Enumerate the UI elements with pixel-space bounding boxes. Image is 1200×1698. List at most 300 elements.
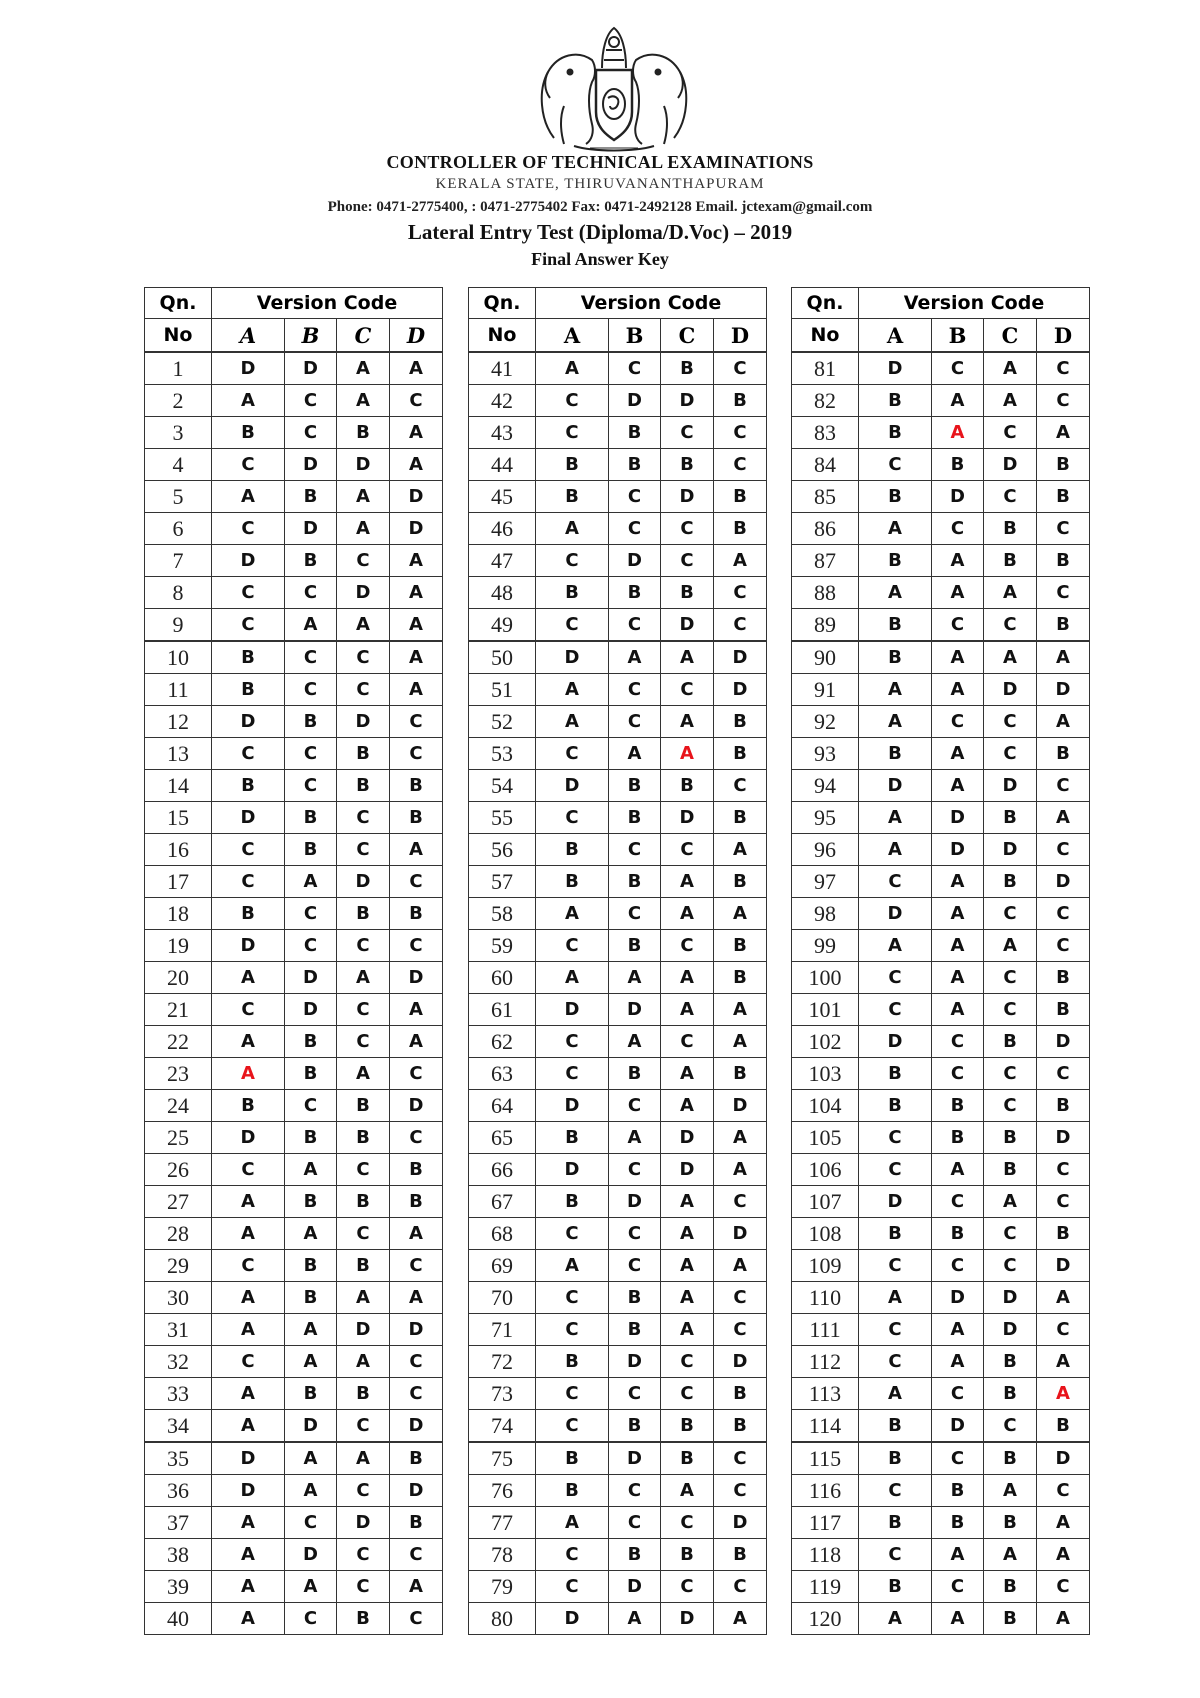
table-row xyxy=(792,1122,1090,1154)
question-number: 63 xyxy=(469,1058,536,1090)
answer-cell: A xyxy=(1037,1378,1090,1410)
question-number: 20 xyxy=(145,962,212,994)
question-number: 47 xyxy=(469,545,536,577)
answer-cell: C xyxy=(212,834,285,866)
answer-cell: A xyxy=(661,994,714,1026)
table-row xyxy=(469,1314,767,1346)
answer-cell: D xyxy=(714,641,767,674)
question-number: 100 xyxy=(792,962,859,994)
version-code-header: Version Code xyxy=(859,288,1090,319)
table-row xyxy=(792,449,1090,481)
table-row xyxy=(145,513,443,545)
table-row xyxy=(145,898,443,930)
answer-cell: B xyxy=(1037,481,1090,513)
question-number: 2 xyxy=(145,385,212,417)
answer-cell: C xyxy=(390,866,443,898)
version-code-header: Version Code xyxy=(212,288,443,319)
answer-cell: A xyxy=(390,609,443,642)
answer-cell: D xyxy=(337,1507,390,1539)
answer-cell: C xyxy=(859,1250,932,1282)
answer-key-title: Final Answer Key xyxy=(531,249,669,269)
answer-cell: B xyxy=(337,898,390,930)
answer-cell: C xyxy=(859,1475,932,1507)
answer-cell: C xyxy=(1037,1475,1090,1507)
answer-cell: C xyxy=(932,1378,984,1410)
answer-cell: A xyxy=(932,1314,984,1346)
answer-cell: D xyxy=(390,1090,443,1122)
answer-cell: C xyxy=(984,898,1037,930)
answer-cell: A xyxy=(661,866,714,898)
answer-cell: D xyxy=(1037,1442,1090,1475)
answer-table-2 xyxy=(468,287,767,1635)
answer-cell: B xyxy=(609,417,661,449)
answer-cell: C xyxy=(661,1378,714,1410)
answer-cell: B xyxy=(859,641,932,674)
answer-cell: A xyxy=(932,417,984,449)
table-row xyxy=(792,609,1090,642)
answer-cell: B xyxy=(661,352,714,385)
answer-cell: D xyxy=(984,1314,1037,1346)
answer-cell: A xyxy=(285,1154,337,1186)
answer-cell: A xyxy=(212,1058,285,1090)
version-header-a: A xyxy=(536,319,609,353)
answer-cell: D xyxy=(390,481,443,513)
answer-cell: B xyxy=(859,1218,932,1250)
answer-cell: C xyxy=(661,834,714,866)
answer-cell: C xyxy=(536,1539,609,1571)
answer-cell: B xyxy=(714,1539,767,1571)
table-row xyxy=(792,1282,1090,1314)
question-number: 40 xyxy=(145,1603,212,1635)
question-number: 113 xyxy=(792,1378,859,1410)
answer-cell: D xyxy=(859,352,932,385)
answer-cell: A xyxy=(609,1603,661,1635)
answer-cell: C xyxy=(536,1571,609,1603)
answer-cell: A xyxy=(714,1250,767,1282)
table-row xyxy=(469,1539,767,1571)
answer-cell: D xyxy=(337,1314,390,1346)
question-number: 41 xyxy=(469,352,536,385)
answer-cell: C xyxy=(714,1314,767,1346)
answer-cell: C xyxy=(337,1410,390,1443)
answer-cell: C xyxy=(609,1507,661,1539)
answer-cell: A xyxy=(714,834,767,866)
answer-cell: B xyxy=(1037,962,1090,994)
answer-cell: C xyxy=(859,866,932,898)
answer-cell: C xyxy=(859,449,932,481)
question-number: 50 xyxy=(469,641,536,674)
question-number: 79 xyxy=(469,1571,536,1603)
answer-cell: B xyxy=(984,545,1037,577)
answer-cell: C xyxy=(1037,770,1090,802)
answer-cell: D xyxy=(337,706,390,738)
answer-cell: D xyxy=(1037,1250,1090,1282)
answer-cell: A xyxy=(212,1026,285,1058)
answer-cell: C xyxy=(212,1154,285,1186)
answer-cell: C xyxy=(337,1539,390,1571)
answer-cell: C xyxy=(337,1026,390,1058)
answer-cell: C xyxy=(1037,1186,1090,1218)
table-row xyxy=(469,1282,767,1314)
answer-cell: D xyxy=(337,577,390,609)
answer-cell: C xyxy=(661,417,714,449)
table-row xyxy=(145,1314,443,1346)
table-row xyxy=(469,738,767,770)
answer-cell: B xyxy=(714,930,767,962)
table-row xyxy=(792,1378,1090,1410)
answer-cell: B xyxy=(661,1442,714,1475)
answer-cell: B xyxy=(285,834,337,866)
table-row xyxy=(792,1346,1090,1378)
answer-cell: B xyxy=(661,577,714,609)
answer-cell: A xyxy=(859,930,932,962)
answer-cell: C xyxy=(212,738,285,770)
question-number: 37 xyxy=(145,1507,212,1539)
answer-cell: B xyxy=(859,385,932,417)
question-number: 97 xyxy=(792,866,859,898)
answer-cell: A xyxy=(661,1186,714,1218)
table-row xyxy=(469,417,767,449)
answer-cell: D xyxy=(285,962,337,994)
answer-cell: B xyxy=(285,1250,337,1282)
answer-cell: D xyxy=(932,1410,984,1443)
table-row xyxy=(469,1058,767,1090)
answer-cell: D xyxy=(337,866,390,898)
answer-cell: B xyxy=(337,770,390,802)
answer-cell: D xyxy=(609,1186,661,1218)
answer-cell: C xyxy=(536,1058,609,1090)
answer-cell: C xyxy=(609,1378,661,1410)
question-number: 18 xyxy=(145,898,212,930)
question-number: 26 xyxy=(145,1154,212,1186)
answer-cell: B xyxy=(212,770,285,802)
answer-cell: B xyxy=(932,1475,984,1507)
answer-cell: A xyxy=(661,641,714,674)
answer-cell: C xyxy=(661,930,714,962)
answer-cell: A xyxy=(337,962,390,994)
table-row xyxy=(469,1026,767,1058)
answer-cell: C xyxy=(285,930,337,962)
table-row xyxy=(145,770,443,802)
question-number: 93 xyxy=(792,738,859,770)
question-number: 51 xyxy=(469,674,536,706)
answer-cell: A xyxy=(536,513,609,545)
qn-header: Qn. xyxy=(145,288,212,319)
answer-cell: D xyxy=(1037,1026,1090,1058)
answer-cell: B xyxy=(536,1442,609,1475)
answer-cell: B xyxy=(984,1346,1037,1378)
answer-cell: C xyxy=(609,352,661,385)
question-number: 23 xyxy=(145,1058,212,1090)
answer-cell: C xyxy=(285,385,337,417)
answer-cell: B xyxy=(609,577,661,609)
answer-cell: B xyxy=(714,481,767,513)
answer-cell: D xyxy=(285,994,337,1026)
answer-cell: C xyxy=(337,930,390,962)
answer-cell: D xyxy=(932,834,984,866)
question-number: 53 xyxy=(469,738,536,770)
answer-cell: C xyxy=(932,1442,984,1475)
version-header-d: D xyxy=(1037,319,1090,353)
version-header-a: A xyxy=(212,319,285,353)
answer-cell: B xyxy=(984,1026,1037,1058)
answer-cell: B xyxy=(609,1282,661,1314)
question-number: 48 xyxy=(469,577,536,609)
answer-cell: C xyxy=(285,738,337,770)
question-number: 17 xyxy=(145,866,212,898)
question-number: 70 xyxy=(469,1282,536,1314)
question-number: 72 xyxy=(469,1346,536,1378)
table-row xyxy=(469,674,767,706)
table-row xyxy=(792,1314,1090,1346)
answer-cell: A xyxy=(337,1058,390,1090)
answer-cell: A xyxy=(859,513,932,545)
answer-cell: C xyxy=(212,577,285,609)
answer-cell: D xyxy=(285,352,337,385)
table-row xyxy=(469,1218,767,1250)
answer-cell: A xyxy=(609,738,661,770)
answer-cell: B xyxy=(337,738,390,770)
question-number: 84 xyxy=(792,449,859,481)
answer-cell: A xyxy=(984,352,1037,385)
answer-cell: B xyxy=(714,1058,767,1090)
answer-cell: D xyxy=(390,1314,443,1346)
answer-cell: C xyxy=(285,1603,337,1635)
table-row xyxy=(792,1154,1090,1186)
answer-cell: B xyxy=(285,1122,337,1154)
question-number: 64 xyxy=(469,1090,536,1122)
answer-cell: A xyxy=(285,1571,337,1603)
answer-cell: C xyxy=(859,994,932,1026)
answer-cell: A xyxy=(714,994,767,1026)
question-number: 24 xyxy=(145,1090,212,1122)
answer-cell: B xyxy=(859,1507,932,1539)
table-row xyxy=(469,641,767,674)
answer-cell: D xyxy=(661,609,714,642)
answer-cell: B xyxy=(285,802,337,834)
answer-cell: C xyxy=(390,1603,443,1635)
answer-cell: A xyxy=(285,1314,337,1346)
answer-cell: A xyxy=(714,1154,767,1186)
answer-cell: A xyxy=(285,866,337,898)
question-number: 28 xyxy=(145,1218,212,1250)
answer-cell: B xyxy=(932,1090,984,1122)
question-number: 117 xyxy=(792,1507,859,1539)
answer-cell: C xyxy=(984,706,1037,738)
answer-cell: A xyxy=(661,1090,714,1122)
question-number: 90 xyxy=(792,641,859,674)
answer-cell: C xyxy=(337,641,390,674)
answer-cell: A xyxy=(714,545,767,577)
answer-cell: B xyxy=(285,1026,337,1058)
answer-cell: D xyxy=(714,1218,767,1250)
answer-cell: A xyxy=(932,385,984,417)
answer-cell: C xyxy=(536,930,609,962)
answer-cell: D xyxy=(984,674,1037,706)
version-code-header: Version Code xyxy=(536,288,767,319)
answer-cell: B xyxy=(859,1090,932,1122)
answer-cell: B xyxy=(285,1282,337,1314)
answer-cell: D xyxy=(609,1442,661,1475)
answer-cell: C xyxy=(984,609,1037,642)
answer-cell: B xyxy=(859,1058,932,1090)
answer-cell: C xyxy=(1037,1058,1090,1090)
table-row xyxy=(469,1090,767,1122)
question-number: 44 xyxy=(469,449,536,481)
answer-cell: C xyxy=(536,1378,609,1410)
version-header-c: C xyxy=(337,319,390,353)
question-number: 68 xyxy=(469,1218,536,1250)
answer-cell: C xyxy=(337,674,390,706)
question-number: 55 xyxy=(469,802,536,834)
answer-cell: B xyxy=(661,449,714,481)
answer-cell: D xyxy=(212,1122,285,1154)
table-row xyxy=(469,706,767,738)
version-header-c: C xyxy=(661,319,714,353)
answer-cell: A xyxy=(609,641,661,674)
answer-cell: C xyxy=(609,1250,661,1282)
answer-cell: A xyxy=(390,1026,443,1058)
answer-cell: D xyxy=(661,1154,714,1186)
answer-cell: B xyxy=(337,1603,390,1635)
answer-cell: C xyxy=(536,545,609,577)
answer-cell: C xyxy=(932,609,984,642)
question-number: 22 xyxy=(145,1026,212,1058)
question-number: 31 xyxy=(145,1314,212,1346)
answer-cell: C xyxy=(1037,1571,1090,1603)
question-number: 27 xyxy=(145,1186,212,1218)
answer-cell: A xyxy=(984,1186,1037,1218)
answer-cell: D xyxy=(609,994,661,1026)
version-header-b: B xyxy=(609,319,661,353)
table-row xyxy=(469,385,767,417)
answer-cell: B xyxy=(984,1571,1037,1603)
answer-cell: C xyxy=(212,449,285,481)
answer-cell: B xyxy=(1037,1218,1090,1250)
answer-cell: A xyxy=(212,1186,285,1218)
answer-cell: C xyxy=(984,1058,1037,1090)
answer-cell: C xyxy=(714,1475,767,1507)
answer-cell: A xyxy=(1037,641,1090,674)
answer-cell: C xyxy=(536,1282,609,1314)
answer-cell: C xyxy=(390,1539,443,1571)
answer-cell: C xyxy=(714,1571,767,1603)
table-row xyxy=(469,962,767,994)
question-number: 105 xyxy=(792,1122,859,1154)
table-row xyxy=(792,417,1090,449)
answer-cell: C xyxy=(390,1346,443,1378)
answer-cell: B xyxy=(1037,449,1090,481)
answer-cell: A xyxy=(1037,1539,1090,1571)
question-number: 6 xyxy=(145,513,212,545)
answer-cell: D xyxy=(1037,674,1090,706)
table-row xyxy=(469,898,767,930)
answer-cell: C xyxy=(609,513,661,545)
answer-cell: C xyxy=(609,1218,661,1250)
answer-cell: C xyxy=(212,513,285,545)
answer-cell: A xyxy=(932,770,984,802)
table-row xyxy=(792,1058,1090,1090)
answer-cell: B xyxy=(984,513,1037,545)
answer-cell: D xyxy=(212,1442,285,1475)
answer-cell: C xyxy=(390,1058,443,1090)
answer-cell: C xyxy=(390,385,443,417)
answer-cell: B xyxy=(212,1090,285,1122)
answer-cell: D xyxy=(212,352,285,385)
question-number: 35 xyxy=(145,1442,212,1475)
answer-cell: A xyxy=(212,385,285,417)
table-row xyxy=(145,449,443,481)
answer-cell: A xyxy=(609,962,661,994)
answer-cell: B xyxy=(337,1186,390,1218)
answer-cell: C xyxy=(390,706,443,738)
table-row xyxy=(145,834,443,866)
answer-cell: A xyxy=(661,1475,714,1507)
question-number: 114 xyxy=(792,1410,859,1443)
state-subtitle: KERALA STATE, THIRUVANANTHAPURAM xyxy=(435,176,765,192)
answer-cell: C xyxy=(609,834,661,866)
answer-cell: B xyxy=(1037,1090,1090,1122)
question-number: 43 xyxy=(469,417,536,449)
answer-cell: A xyxy=(212,481,285,513)
table-row xyxy=(792,1507,1090,1539)
answer-cell: B xyxy=(714,1378,767,1410)
answer-cell: C xyxy=(859,1122,932,1154)
answer-cell: B xyxy=(714,385,767,417)
answer-cell: B xyxy=(609,802,661,834)
answer-cell: C xyxy=(337,1218,390,1250)
table-row xyxy=(469,577,767,609)
question-number: 13 xyxy=(145,738,212,770)
table-row xyxy=(469,1154,767,1186)
table-row xyxy=(469,1603,767,1635)
answer-cell: B xyxy=(212,674,285,706)
table-row xyxy=(792,834,1090,866)
answer-cell: D xyxy=(390,1410,443,1443)
answer-cell: A xyxy=(337,352,390,385)
answer-cell: C xyxy=(609,898,661,930)
table-row xyxy=(792,1442,1090,1475)
answer-cell: D xyxy=(285,1539,337,1571)
answer-cell: B xyxy=(536,1186,609,1218)
no-header: No xyxy=(792,319,859,353)
table-row xyxy=(469,513,767,545)
answer-cell: B xyxy=(390,770,443,802)
answer-cell: A xyxy=(1037,1282,1090,1314)
answer-cell: B xyxy=(390,802,443,834)
table-row xyxy=(145,1154,443,1186)
table-row xyxy=(145,1603,443,1635)
answer-cell: A xyxy=(1037,1603,1090,1635)
answer-cell: B xyxy=(932,449,984,481)
answer-cell: B xyxy=(285,706,337,738)
answer-cell: C xyxy=(212,1250,285,1282)
table-row xyxy=(469,545,767,577)
answer-cell: A xyxy=(859,834,932,866)
answer-cell: B xyxy=(984,866,1037,898)
answer-cell: A xyxy=(212,1507,285,1539)
question-number: 11 xyxy=(145,674,212,706)
answer-cell: A xyxy=(212,1603,285,1635)
answer-cell: A xyxy=(337,1346,390,1378)
answer-cell: D xyxy=(536,994,609,1026)
table-row xyxy=(145,674,443,706)
table-row xyxy=(469,770,767,802)
answer-cell: C xyxy=(337,802,390,834)
answer-cell: B xyxy=(212,417,285,449)
answer-cell: B xyxy=(337,1250,390,1282)
table-row xyxy=(792,706,1090,738)
